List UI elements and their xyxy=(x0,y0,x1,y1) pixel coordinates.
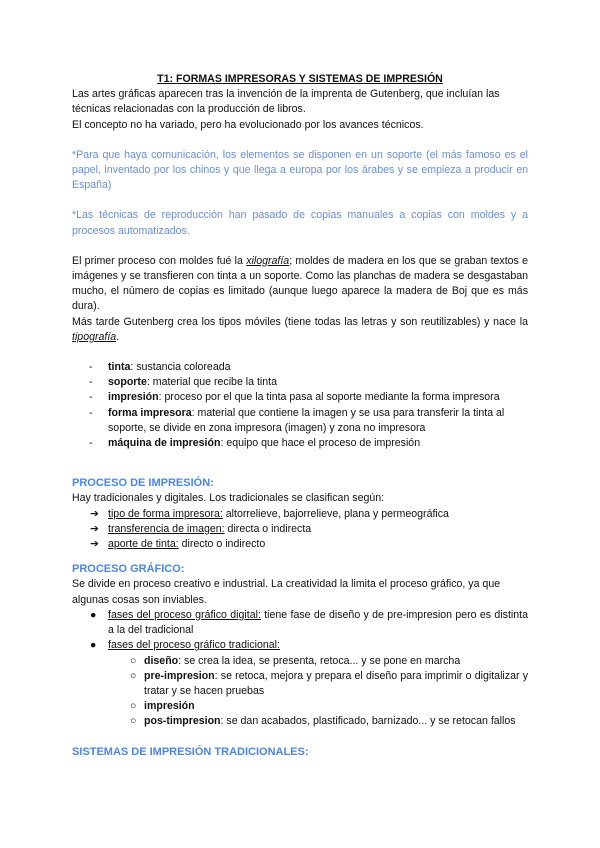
note-paragraph-1: *Para que haya comunicación, los elementos se disponen en un soporte (el más famoso es el papel, inventado por los chinos y que llega a europa por los árabes y se empieza a producir en España) xyxy=(72,148,528,192)
intro-paragraph-2: El concepto no ha variado, pero ha evolucionado por los avances técnicos. xyxy=(72,118,424,131)
section-text-grafico: Se divide en proceso creativo e industrial. La creatividad la limita el proceso gráfico, ya que algunas cosas son inviables. xyxy=(72,578,501,606)
arrow-icon: ➔ xyxy=(90,507,99,520)
list-item: ● fases del proceso gráfico digital: tiene fase de diseño y de pre-impresion pero es distinta a la del tradicional xyxy=(90,608,528,637)
arrow-icon: ➔ xyxy=(90,538,99,551)
term-xilografia: xilografía xyxy=(246,254,290,267)
list-item: - tinta: sustancia coloreada xyxy=(72,360,528,375)
circle-bullet-icon: ○ xyxy=(130,715,137,728)
phases-list xyxy=(72,608,528,654)
list-item: ➔ tipo de forma impresora: altorrelieve, bajorrelieve, plana y permeográfica xyxy=(72,507,528,522)
bullet-icon: ● xyxy=(90,639,97,652)
circle-bullet-icon: ○ xyxy=(130,700,137,713)
list-item: - soporte: material que recibe la tinta xyxy=(72,375,528,390)
history-paragraph-1: El primer proceso con moldes fué la xilografía; moldes de madera en los que se graban textos e imágenes y se transfieren con tinta a un soporte. Como las planchas de madera se desgastaban mucho, el número de copias es limitado (aunque luego aparece la madera de Boj que es más dura). xyxy=(72,254,528,313)
list-item: - forma impresora: material que contiene la imagen y se usa para transferir la tinta al soporte, se divide en zona impresora (imagen) y zona no impresora xyxy=(72,406,528,436)
circle-bullet-icon: ○ xyxy=(130,654,137,667)
intro-paragraph-1: Las artes gráficas aparecen tras la invención de la imprenta de Gutenberg, que incluían las técnicas relacionadas con la producción de libros. xyxy=(72,88,500,116)
document-page xyxy=(72,72,528,760)
history-paragraph-2: Más tarde Gutenberg crea los tipos móviles (tiene todas las letras y son reutilizables) y nace la tipografía. xyxy=(72,315,528,343)
list-item: ● fases del proceso gráfico tradicional: xyxy=(72,638,528,653)
section-heading-grafico: PROCESO GRÁFICO: xyxy=(72,563,185,576)
section-text-impresion: Hay tradicionales y digitales. Los tradicionales se clasifican según: xyxy=(72,492,385,505)
bullet-icon: ● xyxy=(90,608,97,621)
section-heading-impresion: PROCESO DE IMPRESIÓN: xyxy=(72,477,214,490)
list-item: ➔ transferencia de imagen: directa o indirecta xyxy=(72,522,528,537)
list-item: ○ pos-timpresion: se dan acabados, plastificado, barnizado... y se retocan fallos xyxy=(72,714,528,729)
list-item: ➔ aporte de tinta: directo o indirecto xyxy=(72,537,528,552)
note-paragraph-2: *Las técnicas de reproducción han pasado de copias manuales a copias con moldes y a procesos automatizados. xyxy=(72,209,528,237)
list-item: ○ impresión xyxy=(72,699,528,714)
list-item: - impresión: proceso por el que la tinta pasa al soporte mediante la forma impresora xyxy=(72,390,528,405)
list-item: - máquina de impresión: equipo que hace el proceso de impresión xyxy=(72,436,528,451)
arrow-icon: ➔ xyxy=(90,522,99,535)
glossary-list xyxy=(72,360,528,451)
list-item: ○ diseño: se crea la idea, se presenta, retoca... y se pone en marcha xyxy=(72,654,528,669)
list-item: ○ pre-impresion: se retoca, mejora y prepara el diseño para imprimir o digitalizar y tratar y se hacen pruebas xyxy=(130,669,528,697)
classification-list xyxy=(72,507,528,553)
section-heading-sistemas: SISTEMAS DE IMPRESIÓN TRADICIONALES: xyxy=(72,745,309,758)
term-tipografia: tipografía xyxy=(72,330,117,343)
circle-bullet-icon: ○ xyxy=(130,669,137,682)
document-title: T1: FORMAS IMPRESORAS Y SISTEMAS DE IMPRESIÓN xyxy=(157,73,443,85)
traditional-phases-list xyxy=(72,654,528,730)
